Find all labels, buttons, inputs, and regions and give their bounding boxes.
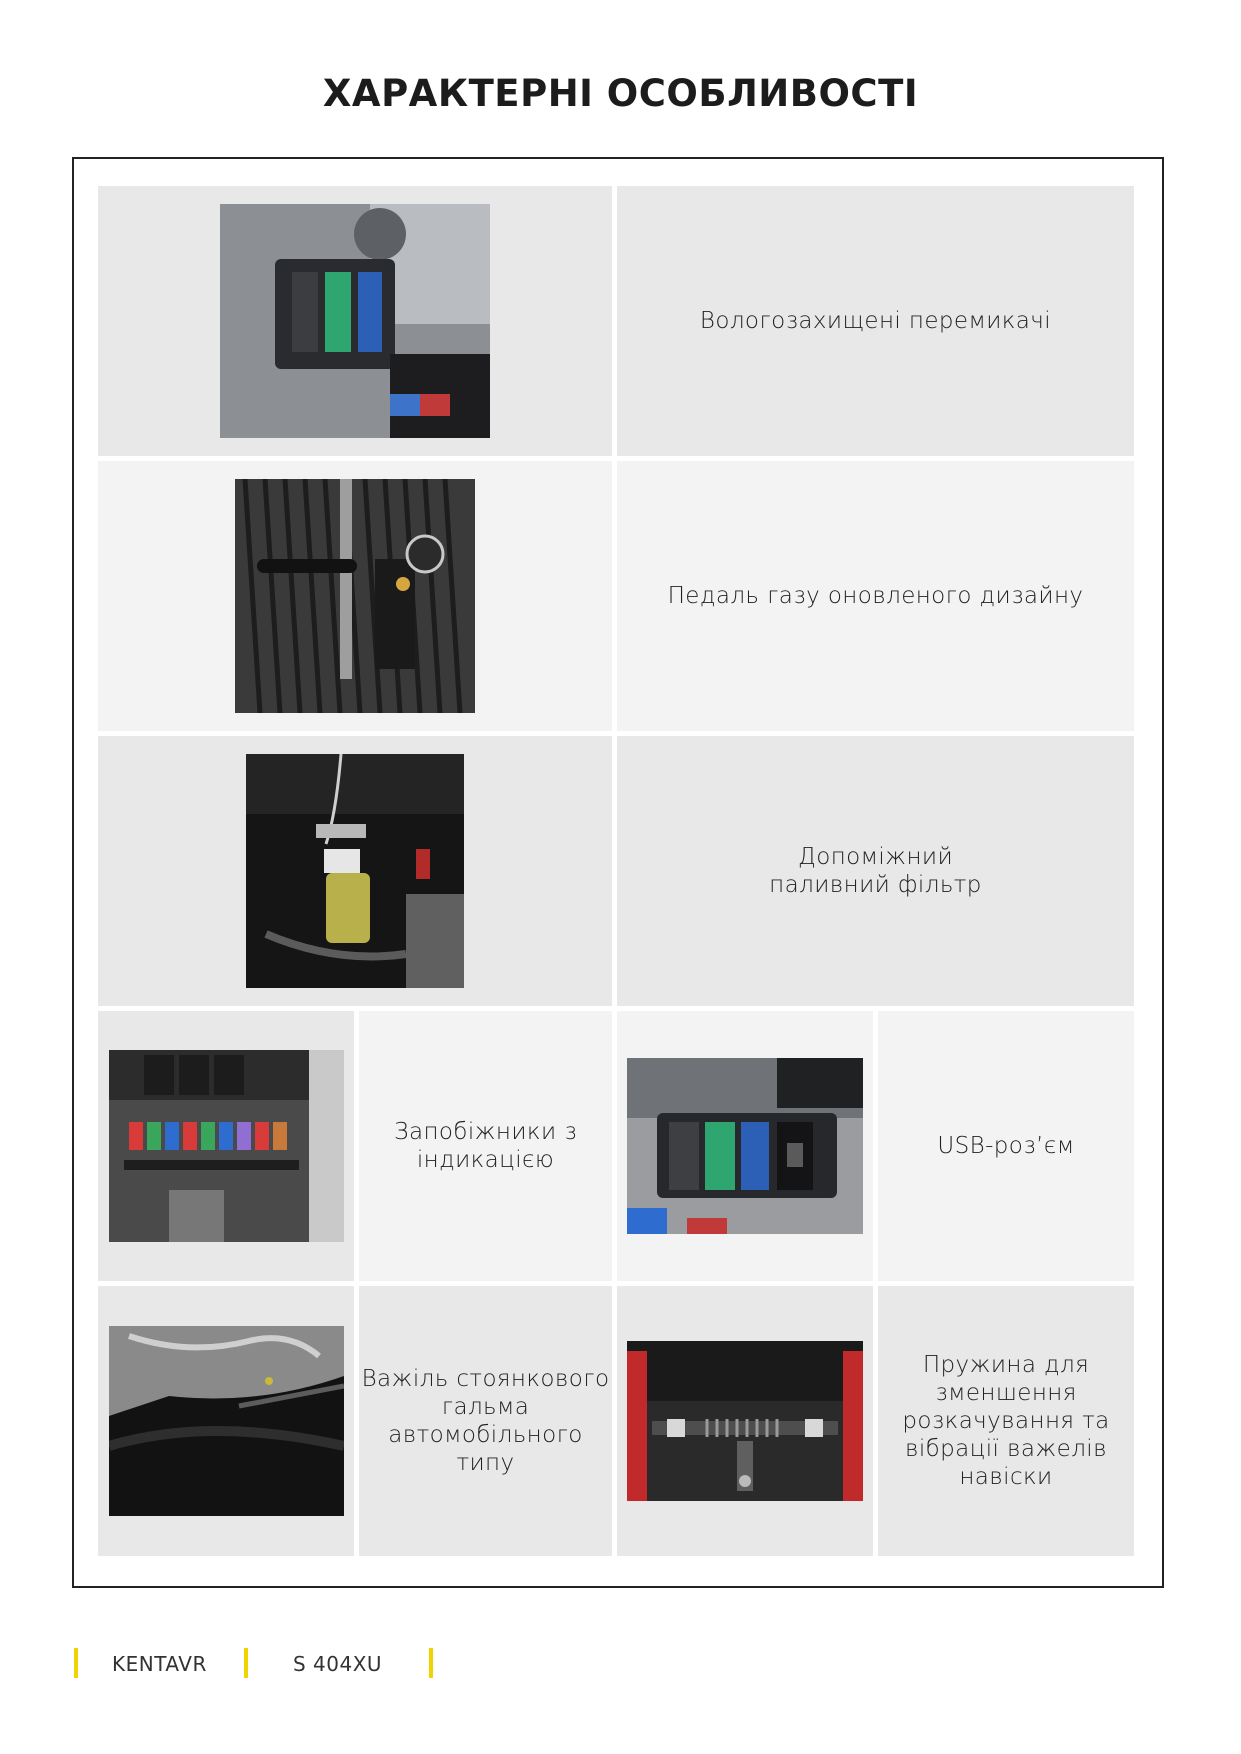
feature-label: Запобіжники з індикацією <box>393 1119 578 1173</box>
feature-label: Вологозахищені перемикачі <box>699 308 1052 334</box>
feature-label: Пружина для зменшення розкачування та вібрації важелів навіски <box>902 1352 1110 1490</box>
feature-label-cell <box>878 1011 1134 1281</box>
feature-label: Педаль газу оновленого дизайну <box>667 583 1084 609</box>
feature-image-cell <box>98 736 612 1006</box>
feature-label-cell <box>878 1286 1134 1556</box>
feature-image-cell <box>617 1286 873 1556</box>
feature-label-cell <box>617 461 1134 731</box>
feature-image-cell <box>98 1011 354 1281</box>
feature-label: USB-роз’єм <box>937 1133 1075 1159</box>
page-title: ХАРАКТЕРНІ ОСОБЛИВОСТІ <box>322 72 919 115</box>
feature-image-cell <box>98 1286 354 1556</box>
feature-image-cell <box>617 1011 873 1281</box>
feature-label-cell <box>359 1011 612 1281</box>
usb-port-photo <box>627 1058 863 1234</box>
fuel-filter-photo <box>246 754 464 988</box>
gas-pedal-photo <box>235 479 475 713</box>
feature-image-cell <box>98 461 612 731</box>
hitch-spring-photo <box>627 1341 863 1501</box>
feature-label: Допоміжний паливний фільтр <box>769 844 982 898</box>
footer-brand: KENTAVR <box>112 1652 207 1676</box>
footer-model: S 404XU <box>293 1652 383 1676</box>
footer <box>0 1648 1241 1680</box>
waterproof-switches-photo <box>220 204 490 438</box>
feature-label: Важіль стоянкового гальма автомобільного типу <box>361 1366 610 1476</box>
feature-label-cell <box>617 186 1134 456</box>
fuses-photo <box>109 1050 344 1242</box>
feature-label-cell <box>617 736 1134 1006</box>
parking-brake-lever-photo <box>109 1326 344 1516</box>
feature-label-cell <box>359 1286 612 1556</box>
footer-accent-bar <box>429 1648 433 1678</box>
feature-image-cell <box>98 186 612 456</box>
footer-accent-bar <box>244 1648 248 1678</box>
footer-accent-bar <box>74 1648 78 1678</box>
